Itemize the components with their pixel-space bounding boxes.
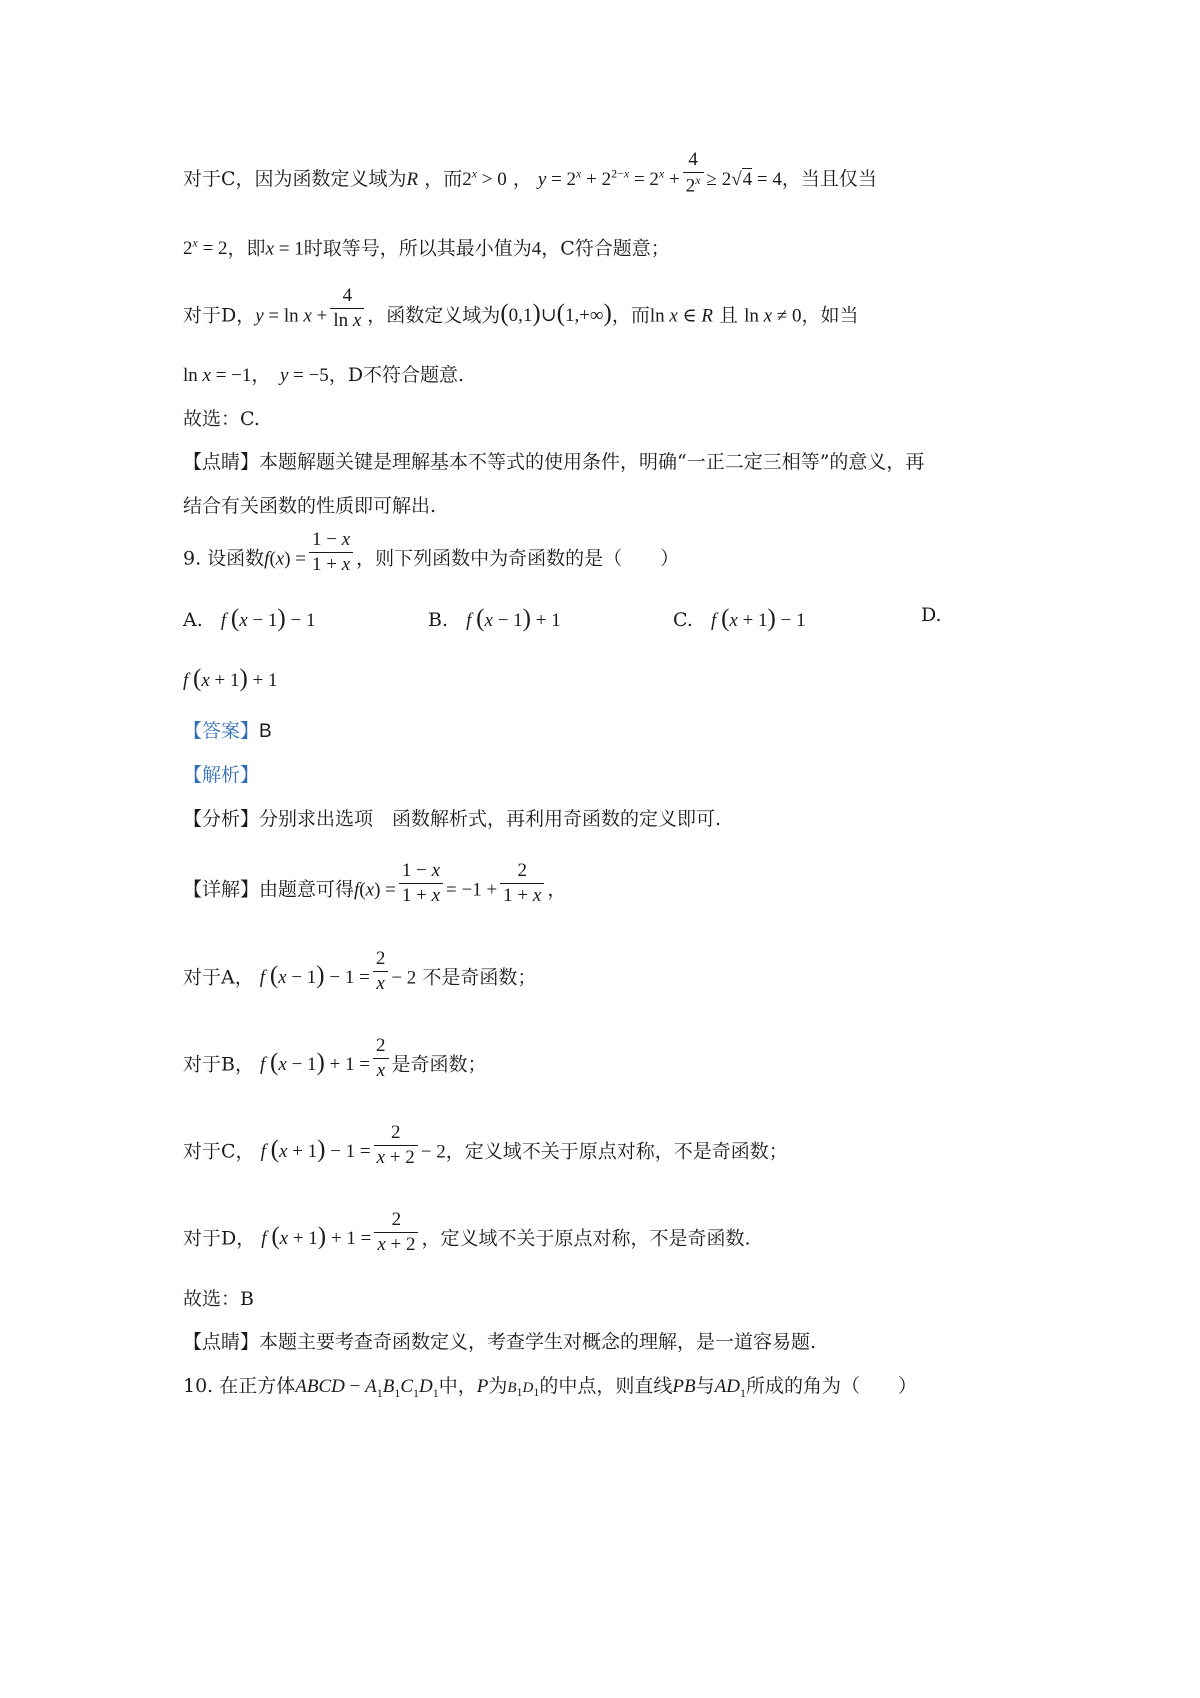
text: ，C符合题意； [541,237,670,260]
option-c[interactable]: C. f (x + 1) − 1 [673,605,806,632]
analysis-label: 【解析】 [183,764,260,786]
option-label: D. [921,604,942,626]
text: ，当且仅当 [781,167,877,190]
answer [183,722,272,741]
text: ，即 [227,237,266,260]
solution-c-line-2: $2^x = 2$，即x = 1时取等号，所以其最小值为4，C符合题意； [183,236,670,260]
remark-1-line-2: 结合有关函数的性质即可解出. [183,495,437,517]
option-b[interactable]: B. f (x − 1) + 1 [428,605,561,632]
text: 对于D， [183,1227,256,1250]
text: ， [251,364,261,386]
text: 的中点，则直线 [539,1375,673,1397]
remark-1-line-1: 【点睛】本题解题关键是理解基本不等式的使用条件，明确“一正二定三相等”的意义，再 [183,451,925,473]
text: 时取等号，所以其最小值为 [303,237,532,260]
text: 对于D， [183,304,256,327]
text: ，D不符合题意. [328,364,465,386]
option-d-expression: f (x + 1) + 1 [183,665,278,692]
option-a[interactable]: A. f (x − 1) − 1 [183,605,316,632]
text: ，函数定义域为 [367,304,501,327]
text: ，则下列函数中为奇函数的是（ ） [356,547,680,570]
question-10: 10. 在正方体ABCD − $A_1B_1C_1D_1$中，P为$B_1D_1$的中点，则直线PB与$AD_1$所成的角为（ ） [183,1375,917,1400]
text: ，而 [611,304,650,327]
text: 与 [695,1375,715,1397]
text: ，定义域不关于原点对称，不是奇函数. [421,1227,751,1250]
text: ，如当 [801,304,859,327]
option-label: C. [673,609,693,631]
question-9: 9. 设函数f(x) = $\frac{1 - x}{1 + x}$ ，则下列函数中为奇函数的是（ ） [183,529,680,575]
answer-label: 【答案】 [183,720,260,742]
solution-c-line-1: 对于C，因为函数定义域为R ，而$2^x > 0$ ， $y = 2^x + 2^{2-x} = 2^x$ + $\frac{4}{2^x}$ ≥ 2√4 = 4，当且仅当 [183,149,877,197]
text: 且 [719,304,739,327]
pick-b: 故选：B [183,1288,254,1310]
fenxi: 【分析】分别求出选项 函数解析式，再利用奇函数的定义即可. [183,808,722,830]
text: 对于C，因为函数定义域为 [183,167,407,190]
text: ， [547,878,567,901]
text: 对于C， [183,1140,255,1163]
for-b: 对于B， f (x − 1) + 1 = $\frac{2}{x}$ 是奇函数； [183,1035,487,1081]
option-d[interactable] [921,606,942,625]
text: ， [512,167,532,190]
text: 为 [488,1375,508,1397]
pick-c: 故选：C. [183,408,260,430]
for-d: 对于D， f (x + 1) + 1 = $\frac{2}{x + 2}$ ，定义域不关于原点对称，不是奇函数. [183,1209,751,1255]
remark-2: 【点睛】本题主要考查奇函数定义，考查学生对概念的理解，是一道容易题. [183,1331,817,1353]
text: ，定义域不关于原点对称，不是奇函数； [445,1140,788,1163]
text: 不是奇函数； [422,966,537,989]
text: 【详解】由题意可得 [183,878,355,901]
text: 对于A， [183,966,254,989]
for-c: 对于C， f (x + 1) − 1 = $\frac{2}{x + 2}$ − 2，定义域不关于原点对称，不是奇函数； [183,1122,788,1168]
text: 9. 设函数 [183,547,265,570]
text: 对于B， [183,1053,254,1076]
answer-value: B [259,721,272,742]
text: 中， [438,1375,477,1397]
text: ，而 [424,167,463,190]
options-row [183,606,1003,636]
xiangjie: 【详解】由题意可得f(x) = $\frac{1 - x}{1 + x}$ = −1 + $\frac{2}{1 + x}$ ， [183,860,567,906]
text: 是奇函数； [391,1053,487,1076]
text: 10. 在正方体 [183,1375,296,1397]
option-label: A. [183,609,203,631]
solution-d-line-1: 对于D，y = ln x + $\frac{4}{\text{ln x}}$ ，函数定义域为(0,1)∪(1,+∞)，而ln x ∈ R 且 ln x ≠ 0，如当 [183,285,859,331]
text: 所成的角为（ ） [745,1375,917,1397]
option-label: B. [428,609,449,631]
solution-d-line-2: ln x = −1， y = −5，D不符合题意. [183,364,465,386]
for-a: 对于A， f (x − 1) − 1 = $\frac{2}{x}$ − 2 不是奇函数； [183,948,537,994]
